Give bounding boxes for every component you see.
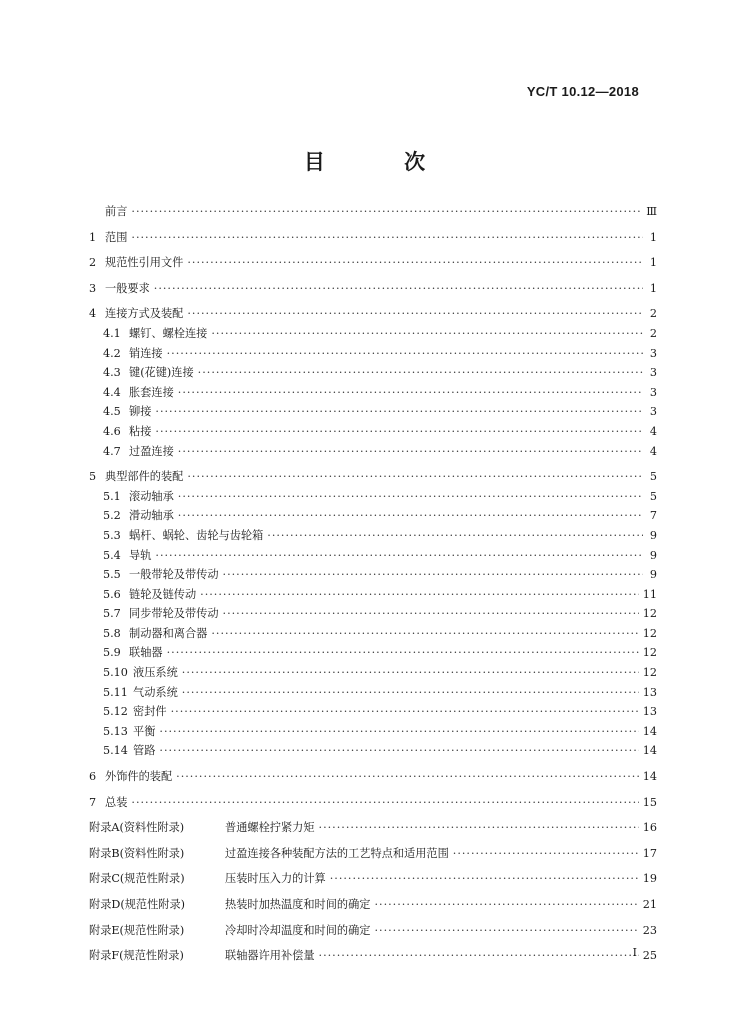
toc-entry-label: 过盈连接	[129, 444, 174, 458]
toc-dot-leader	[159, 744, 638, 757]
toc-entry-page: 21	[642, 898, 657, 911]
toc-entry-label: 连接方式及装配	[105, 307, 184, 321]
toc-entry-label: 粘接	[129, 424, 152, 438]
toc-entry-number: 4.4	[103, 385, 121, 399]
toc-dot-leader	[131, 231, 643, 244]
toc-entry-number: 5.1	[103, 489, 121, 503]
toc-entry[interactable]	[89, 742, 657, 762]
toc-dot-leader	[178, 445, 643, 458]
toc-dot-leader	[159, 725, 638, 738]
toc-entry[interactable]	[89, 644, 657, 664]
toc-entry-label: 平衡	[133, 724, 156, 738]
toc-entry[interactable]	[89, 870, 657, 890]
toc-entry[interactable]	[89, 527, 657, 547]
toc-entry[interactable]	[89, 586, 657, 606]
toc-dot-leader	[187, 470, 643, 483]
toc-entry-page: 12	[642, 666, 657, 680]
toc-entry-page: 12	[642, 646, 657, 660]
toc-entry-label: 典型部件的装配	[105, 470, 184, 484]
toc-entry-label: 销连接	[129, 346, 163, 360]
toc-dot-leader	[223, 568, 643, 581]
toc-dot-leader	[187, 256, 643, 269]
toc-entry-label: 一般带轮及带传动	[129, 568, 219, 582]
toc-dot-leader	[267, 529, 643, 542]
toc-dot-leader	[154, 282, 643, 295]
toc-entry[interactable]	[89, 845, 657, 865]
toc-dot-leader	[223, 607, 639, 620]
toc-entry[interactable]	[89, 625, 657, 645]
toc-entry-number: 5.5	[103, 568, 121, 582]
toc-dot-leader	[178, 386, 643, 399]
toc-dot-leader	[155, 425, 643, 438]
toc-entry-page: 4	[649, 424, 657, 438]
toc-entry-label: 一般要求	[105, 281, 150, 295]
toc-entry-page: 16	[642, 821, 657, 835]
toc-dot-leader	[131, 205, 642, 218]
toc-entry-page: 14	[642, 770, 657, 784]
toc-entry-label: 胀套连接	[129, 385, 174, 399]
toc-entry-number: 5.9	[103, 646, 121, 660]
toc-entry-label: 气动系统	[133, 685, 178, 699]
toc-entry-number: 1	[89, 230, 97, 244]
toc-entry-label: 链轮及链传动	[129, 587, 197, 601]
toc-entry-number: 附录C(规范性附录)	[89, 872, 185, 886]
toc-entry-label: 联轴器许用补偿量	[225, 949, 315, 963]
toc-entry-number: 5.4	[103, 548, 121, 562]
toc-entry-number: 6	[89, 770, 97, 784]
toc-entry-number: 4.2	[103, 346, 121, 360]
toc-entry-label: 螺钉、螺栓连接	[129, 326, 208, 340]
toc-entry[interactable]	[89, 605, 657, 625]
toc-dot-leader	[453, 847, 639, 860]
toc-entry-label: 规范性引用文件	[105, 256, 184, 270]
toc-entry[interactable]	[89, 384, 657, 404]
toc-entry-label: 滚动轴承	[129, 489, 174, 503]
toc-entry-number: 附录B(资料性附录)	[89, 846, 185, 860]
toc-entry-number: 4	[89, 307, 97, 321]
toc-entry-page: 12	[642, 607, 657, 621]
toc-entry[interactable]	[89, 305, 657, 325]
toc-entry-page: 1	[649, 281, 657, 295]
toc-entry-page: Ⅲ	[646, 205, 657, 218]
toc-entry-page: 2	[649, 307, 657, 321]
toc-entry[interactable]	[89, 896, 657, 916]
toc-entry-label: 滑动轴承	[129, 509, 174, 523]
toc-entry-page: 19	[642, 872, 657, 886]
toc-entry-page: 17	[642, 846, 657, 860]
toc-entry-number: 附录D(规范性附录)	[89, 898, 186, 911]
toc-entry-number: 5.10	[103, 666, 128, 680]
toc-entry-page: 3	[649, 405, 657, 419]
toc-entry-number: 3	[89, 281, 97, 295]
toc-dot-leader	[319, 821, 639, 834]
toc-entry-page: 15	[642, 795, 657, 809]
toc-dot-leader	[330, 872, 639, 885]
toc-dot-leader	[176, 770, 639, 783]
toc-entry-label: 制动器和离合器	[129, 626, 208, 640]
toc-entry[interactable]	[89, 280, 657, 300]
toc-entry-label: 管路	[133, 744, 156, 758]
toc-entry-label: 总装	[105, 795, 128, 809]
toc-entry[interactable]	[89, 947, 657, 967]
toc-entry-number: 4.3	[103, 366, 121, 380]
toc-entry-label: 热装时加热温度和时间的确定	[225, 898, 371, 911]
toc-entry-number: 4.6	[103, 424, 121, 438]
toc-entry-number: 4.1	[103, 326, 121, 340]
toc-entry-page: 23	[642, 923, 657, 937]
toc-entry-label: 过盈连接各种装配方法的工艺特点和适用范围	[225, 846, 449, 860]
toc-entry-page: 13	[642, 705, 657, 719]
toc-dot-leader	[178, 490, 643, 503]
toc-dot-leader	[374, 898, 638, 911]
toc-entry-page: 14	[642, 724, 657, 738]
toc-entry-number: 5.14	[103, 744, 128, 758]
toc-entry-number: 4.5	[103, 405, 121, 419]
toc-entry-page: 9	[649, 528, 657, 542]
toc-entry-page: 12	[642, 626, 657, 640]
toc-entry[interactable]	[89, 794, 657, 814]
toc-entry[interactable]	[89, 364, 657, 384]
toc-entry-number: 7	[89, 795, 97, 809]
toc-entry-page: 11	[642, 587, 657, 601]
toc-entry-label: 键(花键)连接	[129, 366, 194, 380]
toc-entry[interactable]	[89, 488, 657, 508]
toc-dot-leader	[374, 924, 638, 937]
toc-entry-number: 2	[89, 256, 97, 270]
toc-entry-label: 范围	[105, 230, 128, 244]
toc-dot-leader	[167, 646, 639, 659]
toc-entry-number: 5.6	[103, 587, 121, 601]
toc-entry-label: 同步带轮及带传动	[129, 607, 219, 621]
toc-entry[interactable]	[89, 684, 657, 704]
toc-entry-page: 3	[649, 385, 657, 399]
toc-dot-leader	[131, 796, 638, 809]
toc-entry-page: 1	[649, 256, 657, 270]
toc-entry[interactable]	[89, 723, 657, 743]
toc-dot-leader	[182, 686, 639, 699]
toc-entry-number: 5.7	[103, 607, 121, 621]
toc-dot-leader	[182, 666, 639, 679]
toc-entry-label: 前言	[105, 205, 128, 218]
toc-entry-page: 9	[649, 568, 657, 582]
toc-entry-label: 联轴器	[129, 646, 163, 660]
toc-dot-leader	[187, 307, 643, 320]
toc-entry[interactable]	[89, 423, 657, 443]
toc-dot-leader	[200, 588, 639, 601]
toc-entry-page: 3	[649, 366, 657, 380]
toc-entry[interactable]	[89, 507, 657, 527]
toc-entry[interactable]	[89, 443, 657, 463]
toc-entry[interactable]	[89, 703, 657, 723]
toc-entry[interactable]	[89, 547, 657, 567]
toc-dot-leader	[155, 549, 643, 562]
toc-entry-page: 2	[649, 326, 657, 340]
toc-entry-page: 13	[642, 685, 657, 699]
toc-entry-page: 4	[649, 444, 657, 458]
toc-entry[interactable]	[89, 566, 657, 586]
toc-entry-label: 普通螺栓拧紧力矩	[225, 821, 315, 835]
toc-entry[interactable]	[89, 254, 657, 274]
toc-entry[interactable]	[89, 345, 657, 365]
toc-entry-number: 5.3	[103, 528, 121, 542]
toc-entry-label: 导轨	[129, 548, 152, 562]
toc-entry-page: 1	[649, 230, 657, 244]
toc-entry-number: 5.12	[103, 705, 128, 719]
toc-entry[interactable]	[89, 819, 657, 839]
toc-entry-page: 9	[649, 548, 657, 562]
toc-dot-leader	[171, 705, 639, 718]
toc-entry-number: 5.13	[103, 724, 128, 738]
toc-entry[interactable]	[89, 468, 657, 488]
toc-dot-leader	[211, 627, 638, 640]
toc-entry-number: 4.7	[103, 444, 121, 458]
toc-entry-number: 附录E(规范性附录)	[89, 923, 185, 937]
toc-title: 目 次	[303, 149, 462, 174]
toc-entry-label: 蜗杆、蜗轮、齿轮与齿轮箱	[129, 528, 264, 542]
toc-entry-page: 7	[649, 509, 657, 523]
toc-entry[interactable]	[89, 229, 657, 249]
page-number: I	[632, 946, 637, 959]
toc-entry-number: 5.8	[103, 626, 121, 640]
toc-entry[interactable]	[89, 325, 657, 345]
toc-entry-page: 5	[649, 489, 657, 503]
toc-entry[interactable]	[89, 403, 657, 423]
toc-entry-number: 附录A(资料性附录)	[89, 821, 185, 835]
table-of-contents	[89, 203, 657, 967]
toc-entry-number: 5.2	[103, 509, 121, 523]
toc-entry-page: 5	[649, 470, 657, 484]
toc-entry-label: 密封件	[133, 705, 167, 719]
toc-dot-leader	[178, 509, 643, 522]
toc-dot-leader	[198, 366, 643, 379]
toc-entry-page: 3	[649, 346, 657, 360]
toc-entry-label: 液压系统	[133, 666, 178, 680]
toc-dot-leader	[319, 949, 639, 962]
toc-entry[interactable]	[89, 922, 657, 942]
toc-entry-label: 压装时压入力的计算	[225, 872, 326, 886]
document-code: YC/T 10.12—2018	[526, 84, 639, 99]
toc-entry-page: 14	[642, 744, 657, 758]
toc-dot-leader	[211, 327, 643, 340]
toc-dot-leader	[167, 347, 643, 360]
toc-entry-number: 5	[89, 470, 97, 484]
toc-entry-label: 外饰件的装配	[105, 770, 173, 784]
toc-entry-label: 冷却时冷却温度和时间的确定	[225, 923, 371, 937]
toc-entry[interactable]	[89, 203, 657, 223]
toc-entry-number: 附录F(规范性附录)	[89, 949, 184, 963]
toc-entry-number: 5.11	[103, 685, 128, 699]
toc-dot-leader	[155, 405, 643, 418]
toc-entry[interactable]	[89, 664, 657, 684]
toc-entry-label: 铆接	[129, 405, 152, 419]
toc-entry[interactable]	[89, 768, 657, 788]
toc-entry-page: 25	[642, 949, 657, 963]
